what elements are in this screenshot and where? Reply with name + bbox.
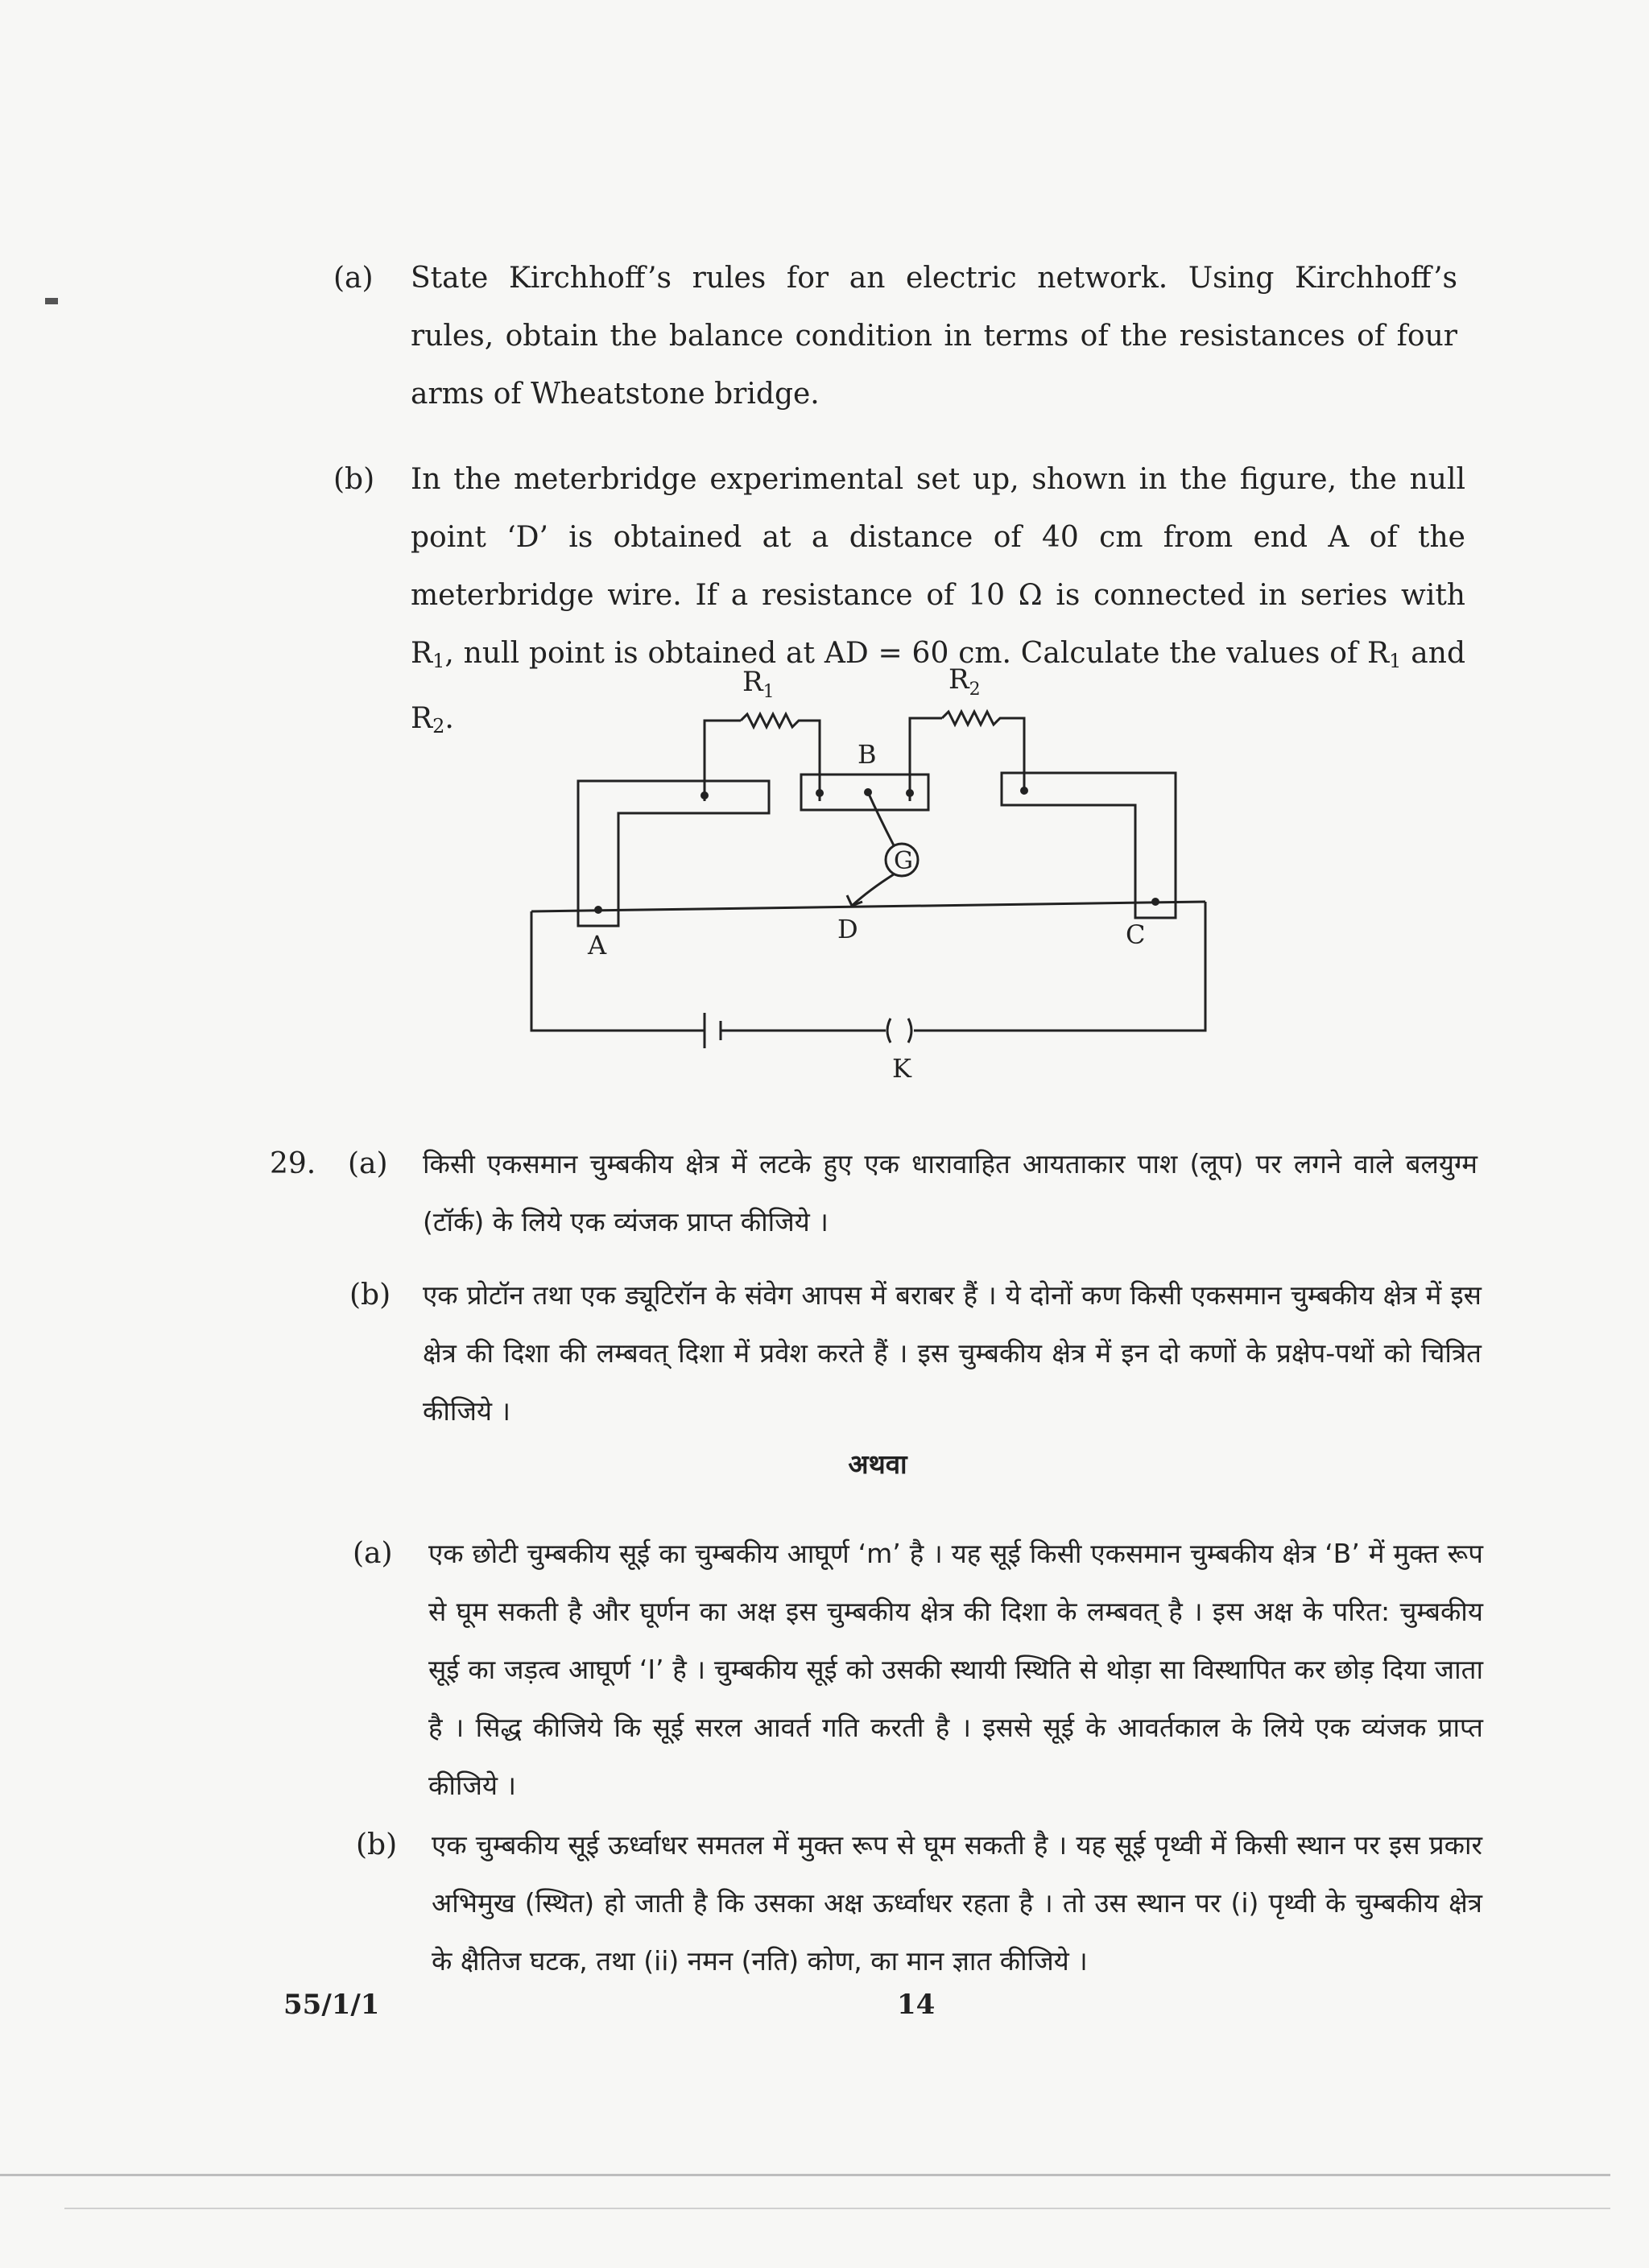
label-g: G — [894, 847, 913, 875]
q28-b-text-2: , null point is obtained at AD = 60 cm. Calculate the values of R — [444, 637, 1390, 670]
resistor-r2-wire-right — [1008, 718, 1024, 793]
q28-a-label: (a) — [333, 262, 374, 295]
jockey-wire-bottom — [852, 874, 894, 906]
resistor-r1-wire — [705, 721, 741, 801]
terminal-dot — [594, 906, 602, 914]
meterbridge-wire — [531, 902, 1205, 911]
circuit-left — [531, 911, 705, 1031]
label-k: K — [892, 1053, 911, 1084]
terminal-dot — [816, 789, 824, 797]
q29-or-b-label: (b) — [356, 1828, 398, 1861]
q29-a-text: किसी एकसमान चुम्बकीय क्षेत्र में लटके हुए एक धारावाहित आयताकार पाश (लूप) पर लगने वाले बलयुग्म (टॉर्क) के लिये एक व्यंजक प्राप्त कीजिये । — [423, 1148, 1477, 1237]
right-strip — [1002, 773, 1176, 918]
q28-a-text: State Kirchhoff’s rules for an electric network. Using Kirchhoff’s rules, obtain the balance condition in terms of the resistances of four arms of Wheatstone bridge. — [411, 262, 1457, 411]
label-r1: $R_1$ — [742, 666, 775, 702]
terminal-dot — [1151, 898, 1159, 906]
q29-number: 29. — [270, 1147, 316, 1180]
or-heading: अथवा — [848, 1448, 907, 1480]
jockey-wire-top — [868, 792, 894, 845]
label-d: D — [837, 914, 858, 944]
label-a: A — [588, 930, 607, 960]
q28-b-label: (b) — [333, 463, 375, 496]
meterbridge-diagram — [515, 660, 1224, 1095]
label-r2: $R_2$ — [948, 663, 981, 700]
circuit-right — [914, 902, 1205, 1031]
resistor-r2 — [942, 712, 1008, 725]
left-strip — [578, 781, 769, 926]
q29-b-text: एक प्रोटॉन तथा एक ड्यूटिरॉन के संवेग आपस में बराबर हैं । ये दोनों कण किसी एकसमान चुम्बकीय क्षेत्र में इस क्षेत्र की दिशा की लम्बवत् दिशा में प्रवेश करते हैं । इस चुम्बकीय क्षेत्र में इन दो कणों के प्रक्षेप-पथों को चित्रित कीजिये । — [423, 1279, 1482, 1427]
q29-or-a-text: एक छोटी चुम्बकीय सूई का चुम्बकीय आघूर्ण ‘m’ है । यह सूई किसी एकसमान चुम्बकीय क्षेत्र ‘B’ में मुक्त रूप से घूम सकती है और घूर्णन का अक्ष इस चुम्बकीय क्षेत्र की दिशा के लम्बवत् है । इस अक्ष के परित: चुम्बकीय सूई का जड़त्व आघूर्ण ‘I’ है । चुम्बकीय सूई को उसकी स्थायी स्थिति से थोड़ा सा विस्थापित कर छोड़ दिया जाता है । सिद्ध कीजिये कि सूई सरल आवर्त गति करती है । इससे सूई के आवर्तकाल के लिये एक व्यंजक प्राप्त कीजिये । — [428, 1538, 1484, 1801]
scan-mark — [45, 298, 58, 304]
paper-code: 55/1/1 — [283, 1989, 380, 2021]
q29-or-b-text: एक चुम्बकीय सूई ऊर्ध्वाधर समतल में मुक्त रूप से घूम सकती है । यह सूई पृथ्वी में किसी स्थान पर इस प्रकार अभिमुख (स्थित) हो जाती है कि उसका अक्ष ऊर्ध्वाधर रहता है । तो उस स्थान पर (i) पृथ्वी के चुम्बकीय क्षेत्र के क्षैतिज घटक, तथा (ii) नमन (नति) कोण, का मान ज्ञात कीजिये । — [432, 1829, 1482, 1977]
q28-b-text-3: and R — [411, 637, 1465, 735]
label-b: B — [858, 739, 877, 770]
terminal-dot — [864, 788, 872, 796]
q28-b-text-4: . — [444, 702, 454, 735]
page-edge-lower — [64, 2208, 1610, 2209]
page-edge — [0, 2174, 1610, 2176]
resistor-r1 — [741, 714, 812, 727]
q28-b-text-1: In the meterbridge experimental set up, shown in the figure, the null point ‘D’ is obtained at a distance of 40 cm from end A of the meterbridge wire. If a resistance of 10 Ω is connected in series with R — [411, 463, 1465, 670]
q29-a-label: (a) — [348, 1147, 388, 1180]
resistor-r1-wire-right — [812, 721, 820, 801]
terminal-dot — [701, 791, 709, 799]
q28-b-sub-1: 1 — [432, 650, 445, 672]
page-number: 14 — [897, 1989, 936, 2021]
q29-or-a-label: (a) — [353, 1537, 393, 1570]
q29-b-label: (b) — [349, 1279, 391, 1312]
key-right — [908, 1018, 911, 1043]
terminal-dot — [906, 789, 914, 797]
terminal-dot — [1020, 787, 1028, 795]
resistor-r2-wire — [910, 718, 942, 801]
jockey-arrow — [847, 895, 862, 906]
key-left — [887, 1018, 891, 1043]
label-c: C — [1126, 919, 1146, 950]
q28-b-sub-1b: 1 — [1389, 650, 1402, 672]
q28-b-sub-2: 2 — [432, 715, 445, 737]
